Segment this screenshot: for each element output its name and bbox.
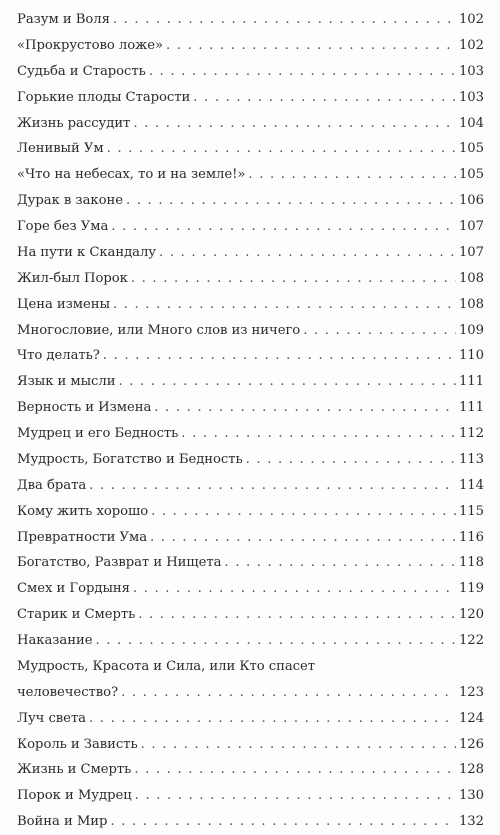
toc-entry-title: Ленивый Ум [17,141,104,157]
toc-entry-title: Цена измены [17,296,110,312]
toc-entry [17,473,484,499]
dot-leader [121,680,456,706]
toc-entry [17,111,484,137]
toc-entry [17,525,484,551]
toc-entry-title: Дурак в законе [17,193,123,209]
toc-entry-title: Язык и мысли [17,374,116,390]
dot-leader [126,188,456,214]
dot-leader [154,395,456,421]
toc-entry-page: 118 [458,555,484,571]
dot-leader [113,7,456,33]
toc-entry-title: Порок и Мудрец [17,788,132,804]
toc-entry-page: 132 [458,814,484,830]
toc-entry-page: 130 [458,788,484,804]
toc-entry-title: Жизнь рассудит [17,115,131,131]
toc-entry [17,447,484,473]
toc-entry-title: Богатство, Разврат и Нищета [17,555,222,571]
toc-entry-title: Два брата [17,477,87,493]
dot-leader [110,809,456,835]
dot-leader [89,473,456,499]
toc-entry-title: Горе без Ума [17,219,109,234]
dot-leader [134,757,456,783]
toc-entry-title: Война и Мир [17,814,108,830]
dot-leader [193,85,456,111]
toc-entry-page: 102 [458,12,484,27]
toc-entry-title: Верность и Измена [17,400,152,416]
toc-entry [17,628,484,654]
toc-entry-title: Наказание [17,633,93,648]
toc-entry [17,706,484,732]
toc-entry-first-line [17,654,484,680]
dot-leader [181,421,456,447]
dot-leader [135,783,456,809]
toc-entry-title: Мудрость, Богатство и Бедность [17,451,243,467]
toc-entry-page: 107 [458,219,484,234]
toc-entry-page: 122 [458,633,484,648]
toc-entry-title: Многословие, или Много слов из ничего [17,322,301,338]
toc-entry-title: Судьба и Старость [17,63,146,79]
dot-leader [131,266,456,292]
toc-entry-title: На пути к Скандалу [17,244,157,260]
dot-leader [150,525,456,551]
toc-entry-page: 110 [458,348,484,364]
toc-entry-page: 108 [458,270,484,286]
toc-entry [17,395,484,421]
toc-entry-title: Кому жить хорошо [17,503,149,519]
toc-entry-title: «Прокрустово ложе» [17,37,163,53]
toc-entry-page: 111 [458,400,484,416]
toc-entry [17,162,484,188]
toc-entry-page: 106 [458,193,484,209]
toc-entry [17,85,484,111]
dot-leader [149,59,456,85]
toc-entry [17,499,484,525]
toc-entry-title: Король и Зависть [17,736,138,752]
dot-leader [159,240,456,266]
toc-entry-title: Что делать? [17,348,100,364]
table-of-contents [17,7,484,835]
toc-entry [17,240,484,266]
dot-leader [141,732,456,758]
dot-leader [107,136,456,162]
dot-leader [303,318,456,344]
dot-leader [111,214,456,240]
dot-leader [95,628,456,654]
toc-entry [17,421,484,447]
toc-entry-title: Луч света [17,710,86,726]
toc-entry [17,33,484,59]
toc-entry [17,809,484,835]
toc-entry-page: 109 [458,322,484,338]
toc-entry-page: 103 [458,63,484,79]
toc-entry-title: Старик и Смерть [17,607,136,623]
toc-entry-title: «Что на небесах, то и на земле!» [17,167,246,183]
toc-entry [17,343,484,369]
toc-entry-title: Смех и Гордыня [17,581,130,597]
dot-leader [138,602,456,628]
dot-leader [133,111,456,137]
toc-entry-page: 128 [458,762,484,778]
toc-entry-page: 104 [458,115,484,131]
toc-entry-page: 108 [458,296,484,312]
toc-entry-title: Разум и Воля [17,12,110,27]
toc-entry [17,783,484,809]
toc-entry [17,59,484,85]
toc-entry-page: 102 [458,37,484,53]
dot-leader [133,576,456,602]
toc-entry-title: Превратности Ума [17,529,148,545]
toc-entry [17,732,484,758]
toc-entry-page: 114 [458,477,484,493]
dot-leader [118,369,456,395]
toc-entry-title: Мудрец и его Бедность [17,426,179,441]
toc-entry-page: 116 [458,529,484,545]
dot-leader [246,447,456,473]
dot-leader [151,499,456,525]
toc-entry [17,757,484,783]
toc-entry-page: 105 [458,167,484,183]
toc-entry-page: 120 [458,607,484,623]
toc-entry [17,369,484,395]
toc-entry-second-line [17,680,484,706]
toc-entry-title: Горькие плоды Старости [17,89,191,105]
toc-entry [17,214,484,240]
toc-entry-page: 113 [458,451,484,467]
toc-entry-page: 124 [458,710,484,726]
toc-entry-title: Жил-был Порок [17,270,128,286]
toc-entry [17,576,484,602]
toc-entry-page: 107 [458,244,484,260]
toc-entry-page: 115 [458,503,484,519]
toc-entry-title-continued: человечество? [17,684,119,700]
toc-entry [17,654,484,706]
toc-entry [17,7,484,33]
toc-entry-page: 111 [458,374,484,390]
toc-entry [17,188,484,214]
dot-leader [166,33,456,59]
toc-entry-title: Мудрость, Красота и Сила, или Кто спасет [17,658,315,674]
toc-entry-page: 103 [458,89,484,105]
toc-entry-page: 119 [458,581,484,597]
dot-leader [248,162,456,188]
toc-entry [17,266,484,292]
toc-entry-title: Жизнь и Смерть [17,762,132,778]
toc-entry [17,602,484,628]
dot-leader [89,706,456,732]
toc-entry-page: 105 [458,141,484,157]
toc-entry [17,292,484,318]
toc-entry-page: 123 [458,684,484,700]
dot-leader [224,550,456,576]
toc-entry [17,550,484,576]
toc-entry [17,136,484,162]
toc-entry-page: 126 [458,736,484,752]
toc-entry [17,318,484,344]
dot-leader [103,343,456,369]
dot-leader [113,292,456,318]
toc-entry-page: 112 [458,426,484,441]
